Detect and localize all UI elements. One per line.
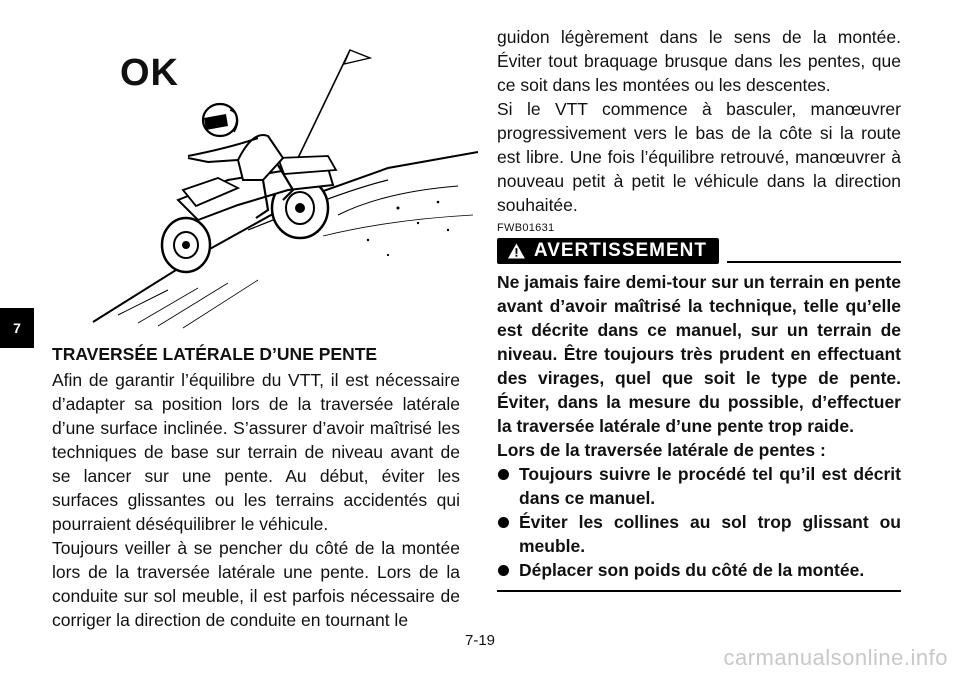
paragraph: Si le VTT commence à basculer, manœuvrer progressivement vers le bas de la côte si la route est libre. Une fois l’équilibre retrouvé, manœuvrer à nouveau petit à petit le véhicule dans la direction souhaitée. — [497, 99, 901, 215]
warning-triangle-icon — [507, 242, 526, 260]
warning-list — [497, 462, 901, 582]
bullet-icon — [498, 565, 509, 576]
divider — [727, 261, 901, 263]
figure-ok-label: OK — [120, 52, 179, 94]
divider — [497, 590, 901, 592]
reference-code: FWB01631 — [497, 222, 555, 234]
warning-header — [497, 238, 901, 264]
list-item-text: Éviter les collines au sol trop glissant ou meuble. — [519, 512, 901, 556]
list-item-text: Toujours suivre le procédé tel qu’il est décrit dans ce manuel. — [519, 464, 901, 508]
page-number: 7-19 — [464, 632, 496, 649]
list-item-text: Déplacer son poids du côté de la montée. — [519, 560, 865, 580]
list-item — [497, 462, 901, 510]
section-title: TRAVERSÉE LATÉRALE D’UNE PENTE — [52, 344, 378, 364]
chapter-tab: 7 — [0, 308, 34, 348]
atv-slope-illustration — [88, 40, 478, 330]
warning-badge — [497, 238, 719, 264]
paragraph: Toujours veiller à se pencher du côté de la montée lors de la traversée latérale une pente. Lors de la conduite sur sol meuble, il est parfois nécessaire de corriger la direction de conduite en tournant le — [52, 538, 460, 630]
bullet-icon — [498, 517, 509, 528]
warning-label: AVERTISSEMENT — [533, 240, 707, 261]
bullet-icon — [498, 469, 509, 480]
paragraph: guidon légèrement dans le sens de la montée. Éviter tout braquage brusque dans les pentes, que ce soit dans les montées ou les descentes. — [497, 27, 901, 95]
left-column — [52, 342, 460, 632]
list-item — [497, 558, 901, 582]
right-column — [497, 25, 901, 592]
list-item — [497, 510, 901, 558]
paragraph: Afin de garantir l’équilibre du VTT, il est nécessaire d’adapter sa position lors de la traversée latérale d’une surface inclinée. S’assurer d’avoir maîtrisé les techniques de base sur terrain de niveau avant de se lancer sur une pente. Au début, éviter les surfaces glissantes ou les terrains accidentés qui pourraient déséquilibrer le véhicule. — [52, 370, 460, 534]
list-heading: Lors de la traversée latérale de pentes : — [497, 440, 826, 460]
warning-text: Ne jamais faire demi-tour sur un terrain en pente avant d’avoir maîtrisé la technique, telle qu’elle est décrite dans ce manuel, sur un terrain de niveau. Être toujours très prudent en effectuant des virages, quel que soit le type de pente. Éviter, dans la mesure du possible, d’effectuer la traversée latérale d’une pente trop raide. — [497, 272, 901, 436]
watermark: carmanualsonline.info — [723, 645, 948, 670]
